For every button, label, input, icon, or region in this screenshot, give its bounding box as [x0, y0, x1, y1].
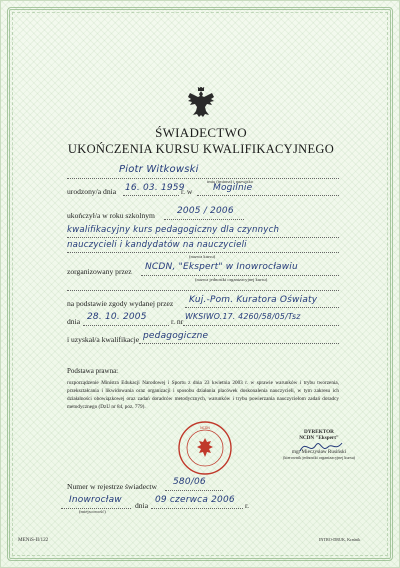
approval-date: 28. 10. 2005	[87, 312, 147, 322]
approval-label: na podstawie zgody wydanej przez	[67, 299, 174, 308]
issue-date-suffix: r.	[245, 501, 250, 510]
course-hint: (nazwa kursu)	[189, 254, 216, 259]
official-seal-icon	[177, 420, 233, 476]
signature-role: (kierownik jednostki organizacyjnej kursu)	[282, 455, 356, 460]
issue-date-line	[151, 508, 243, 509]
form-code: MENiS-II/122	[18, 537, 49, 543]
approval-by: Kuj.-Pom. Kuratora Oświaty	[189, 295, 318, 305]
signature-title-2: NCDN "Ekspert"	[299, 435, 339, 441]
name-line	[67, 178, 339, 179]
course-line-2: nauczycieli i kandydatów na nauczycieli	[67, 240, 247, 250]
qualification-label: i uzyskał/a kwalifikacje	[67, 335, 140, 344]
signature-title-1: DYREKTOR	[304, 429, 334, 435]
legal-basis-text: rozporządzenie Ministra Edukacji Narodowej i Sportu z dnia 23 kwietnia 2003 r. w sprawie warunków i trybu tworzenia, przekształcania i likwidowania oraz organizacji i sposobu działania placówek doskonalenia nauczycieli, w tym zakresu ich działalności obowiązkowej oraz zadań doradców metodycznych, warunków i trybu powierzania nauczycielom zadań doradcy metodycznego (DzU nr 84, poz. 779).	[67, 380, 339, 410]
legal-basis-title: Podstawa prawna:	[67, 367, 119, 375]
signature-name: mgr Mieczysław Rusiński	[291, 449, 347, 455]
issue-day-label: dnia	[135, 501, 149, 510]
organizer-line	[141, 275, 339, 276]
approval-number-label: r. nr	[171, 317, 184, 326]
qualification: pedagogiczne	[143, 331, 209, 341]
printer-imprint: INTRO-DRUK, Kraśnik	[319, 537, 361, 542]
born-label: urodzony/a dnia	[67, 187, 117, 196]
registry-line	[165, 490, 223, 491]
document-subtitle: UKOŃCZENIA KURSU KWALIFIKACYJNEGO	[67, 142, 335, 156]
issue-date: 09 czerwca 2006	[155, 495, 235, 505]
qualification-line	[139, 343, 339, 344]
school-year-line	[164, 219, 244, 220]
approval-number-line	[183, 325, 339, 326]
completed-label: ukończył/a w roku szkolnym	[67, 211, 155, 220]
organized-label: zorganizowany przez	[67, 267, 132, 276]
born-date-line	[123, 195, 179, 196]
approval-number: WKSIWO.17. 4260/58/05/Tsz	[185, 312, 301, 321]
born-year-suffix: r. w	[181, 187, 193, 196]
document-title: ŚWIADECTWO	[155, 125, 247, 140]
course-rule-1	[67, 237, 339, 238]
born-place-line	[197, 195, 339, 196]
eagle-emblem-icon	[186, 87, 216, 121]
holder-name: Piotr Witkowski	[119, 164, 199, 175]
school-year: 2005 / 2006	[177, 206, 234, 216]
registry-value: 580/06	[173, 477, 206, 487]
registry-label: Numer w rejestrze świadectw	[67, 482, 158, 491]
organizer: NCDN, "Ekspert" w Inowrocławiu	[145, 262, 298, 272]
svg-text:NCDN: NCDN	[200, 426, 210, 430]
approval-by-line	[185, 307, 339, 308]
approval-day-label: dnia	[67, 317, 81, 326]
course-rule-2	[67, 252, 339, 253]
born-date: 16. 03. 1959	[125, 183, 185, 193]
blank-line	[67, 290, 339, 291]
signature-block	[274, 429, 364, 460]
course-line-1: kwalifikacyjny kurs pedagogiczny dla czynnych	[67, 225, 280, 235]
issue-place: Inowrocław	[69, 495, 122, 505]
organizer-hint: (nazwa jednostki organizacyjnej kursu)	[195, 277, 268, 282]
approval-date-line	[83, 325, 169, 326]
name-hint: imię (imiona) i nazwisko	[207, 179, 254, 184]
issue-place-hint: (miejscowość)	[79, 509, 106, 514]
born-place: Mogilnie	[213, 183, 253, 193]
